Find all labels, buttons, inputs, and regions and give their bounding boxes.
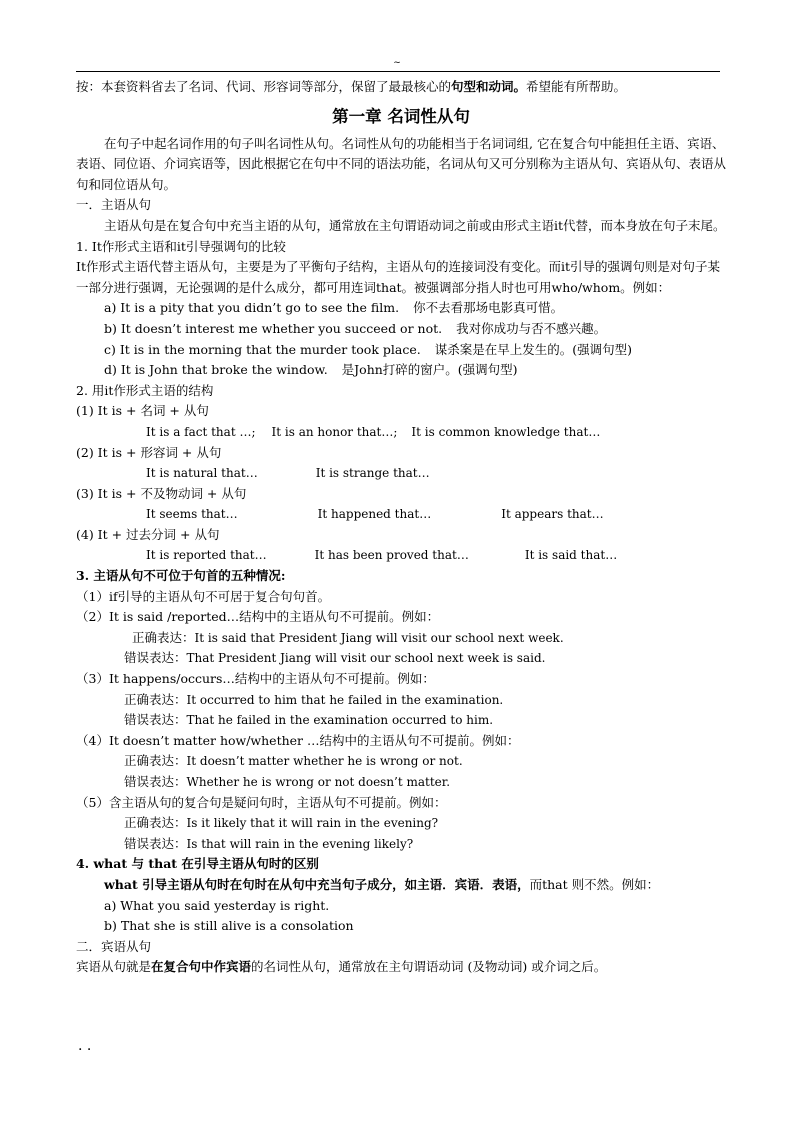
intro-text: 按：本套资料省去了名词、代词、形容词等部分，保留了最最核心的 <box>76 79 452 94</box>
example-chinese: 我对你成功与否不感兴趣。 <box>456 320 607 336</box>
object-clause-line <box>76 957 726 978</box>
document-body <box>76 77 726 978</box>
structure-heading: (4) It + 过去分词 + 从句 <box>76 526 220 542</box>
structure-examples <box>76 504 726 525</box>
right-expression-label: 正确表达： <box>124 815 187 831</box>
example-row <box>76 360 726 381</box>
subsection-1-paragraph: It作形式主语代替主语从句，主要是为了平衡句子结构，主语从句的连接词没有变化。而it引导的强调句则是对句子某一部分进行强调，无论强调的是什么成分，都可用连词that。被强调部分指人时也可用who/whom。例如： <box>76 259 720 295</box>
footer-mark: . . <box>78 1038 92 1054</box>
right-expression-label: 正确表达： <box>124 691 187 707</box>
intro-bold-text: 句型和动词。 <box>451 79 527 94</box>
right-expression-text: Is it likely that it will rain in the evening? <box>186 816 439 831</box>
structure-example: It has been proved that… <box>314 548 469 563</box>
wrong-expression-text: That President Jiang will visit our school next week is said. <box>186 651 546 666</box>
right-expression-row <box>76 690 726 711</box>
structure-heading: (2) It is + 形容词 + 从句 <box>76 444 222 460</box>
right-expression-label: 正确表达： <box>132 629 195 645</box>
example-english: a) It is a pity that you didn’t go to see the film. <box>104 300 400 316</box>
section-heading-object-clause: 二．宾语从句 <box>76 938 152 954</box>
wrong-expression-row <box>76 834 726 855</box>
what-that-line <box>76 875 726 896</box>
example-row <box>76 298 726 319</box>
structure-example: It is natural that… <box>146 466 258 481</box>
subsection-heading-2: 2. 用it作形式主语的结构 <box>76 382 214 398</box>
cases-list <box>76 587 726 855</box>
right-expression-row <box>76 751 726 772</box>
example-chinese: 是John打碎的窗户。(强调句型) <box>341 362 518 378</box>
structure-example: It is strange that… <box>315 466 430 481</box>
subsection-heading-3: 3. 主语从句不可位于句首的五种情况: <box>76 568 286 584</box>
what-that-normal: 而that 则不然。例如： <box>529 876 660 892</box>
header-rule <box>76 71 720 72</box>
structure-example: It is common knowledge that… <box>411 424 601 439</box>
wrong-expression-label: 错误表达： <box>124 774 187 789</box>
example-english: b) It doesn’t interest me whether you succeed or not. <box>104 320 443 336</box>
example-row <box>76 340 726 361</box>
subject-clause-paragraph: 主语从句是在复合句中充当主语的从句，通常放在主句谓语动词之前或由形式主语it代替，而本身放在句子末尾。 <box>104 217 726 233</box>
subsection-heading-1: 1. It作形式主语和it引导强调句的比较 <box>76 238 286 254</box>
example-4b: b) That she is still alive is a consolation <box>104 918 354 934</box>
object-clause-text: 宾语从句就是 <box>76 959 152 975</box>
structure-example: It happened that… <box>317 507 432 522</box>
structure-example: It is an honor that…; <box>271 424 398 439</box>
case-heading: （2）It is said /reported…结构中的主语从句不可提前。例如： <box>76 609 440 625</box>
wrong-expression-label: 错误表达： <box>124 835 187 851</box>
what-that-bold: what 引导主语从句时在句时在从句中充当句子成分，如主语．宾语．表语， <box>104 876 530 892</box>
wrong-expression-label: 错误表达： <box>124 650 187 666</box>
intro-line <box>76 77 726 98</box>
wrong-expression-row <box>76 772 726 793</box>
chapter-title: 第一章 名词性从句 <box>332 106 470 126</box>
object-clause-bold: 在复合句中作宾语 <box>151 959 252 975</box>
example-row <box>76 319 726 340</box>
structures-list <box>76 401 726 566</box>
case-heading: （4）It doesn’t matter how/whether …结构中的主语从句不可提前。例如： <box>76 732 520 748</box>
intro-paragraph: 在句子中起名词作用的句子叫名词性从句。名词性从句的功能相当于名词词组, 它在复合句中能担任主语、宾语、表语、同位语、介词宾语等，因此根据它在句中不同的语法功能，名词从句又可分别称为主语从句、宾语从句、表语从句和同位语从句。 <box>76 135 727 192</box>
structure-heading: (1) It is + 名词 + 从句 <box>76 403 209 419</box>
structure-examples <box>76 463 726 484</box>
structure-heading: (3) It is + 不及物动词 + 从句 <box>76 485 247 501</box>
wrong-expression-text: Whether he is wrong or not doesn’t matter. <box>186 775 451 789</box>
structure-example: It appears that… <box>501 507 604 522</box>
section-heading-subject-clause: 一．主语从句 <box>76 197 152 213</box>
intro-tail-text: 希望能有所帮助。 <box>526 79 627 94</box>
right-expression-text: It doesn’t matter whether he is wrong or not. <box>186 754 463 769</box>
right-expression-row <box>76 628 726 649</box>
example-english: d) It is John that broke the window. <box>104 362 328 378</box>
example-chinese: 你不去看那场电影真可惜。 <box>413 300 564 316</box>
structure-example: It seems that… <box>146 507 238 522</box>
structure-examples <box>76 422 726 443</box>
example-chinese: 谋杀案是在早上发生的。(强调句型) <box>434 341 632 357</box>
right-expression-label: 正确表达： <box>124 753 187 769</box>
case-heading: （5）含主语从句的复合句是疑问句时，主语从句不可提前。例如： <box>76 794 447 810</box>
object-clause-tail: 的名词性从句，通常放在主句谓语动词 (及物动词) 或介词之后。 <box>251 959 607 975</box>
header-mark: ~ <box>393 58 401 68</box>
subsection-heading-4: 4. what 与 that 在引导主语从句时的区别 <box>76 856 319 872</box>
wrong-expression-label: 错误表达： <box>124 712 187 728</box>
wrong-expression-text: That he failed in the examination occurred to him. <box>186 713 494 728</box>
case-heading: （3）It happens/occurs…结构中的主语从句不可提前。例如： <box>76 671 435 687</box>
example-4a: a) What you said yesterday is right. <box>104 897 330 913</box>
right-expression-text: It occurred to him that he failed in the examination. <box>186 692 504 707</box>
wrong-expression-row <box>76 648 726 669</box>
example-english: c) It is in the morning that the murder took place. <box>104 341 421 357</box>
examples-list-1 <box>76 298 726 380</box>
right-expression-text: It is said that President Jiang will visit our school next week. <box>194 630 564 645</box>
structure-example: It is reported that… <box>146 548 267 563</box>
case-heading: （1）if引导的主语从句不可居于复合句句首。 <box>76 588 331 604</box>
structure-example: It is a fact that …; <box>146 424 256 439</box>
right-expression-row <box>76 813 726 834</box>
wrong-expression-text: Is that will rain in the evening likely? <box>186 836 414 851</box>
structure-examples <box>76 545 726 566</box>
structure-example: It is said that… <box>524 548 618 563</box>
wrong-expression-row <box>76 710 726 731</box>
